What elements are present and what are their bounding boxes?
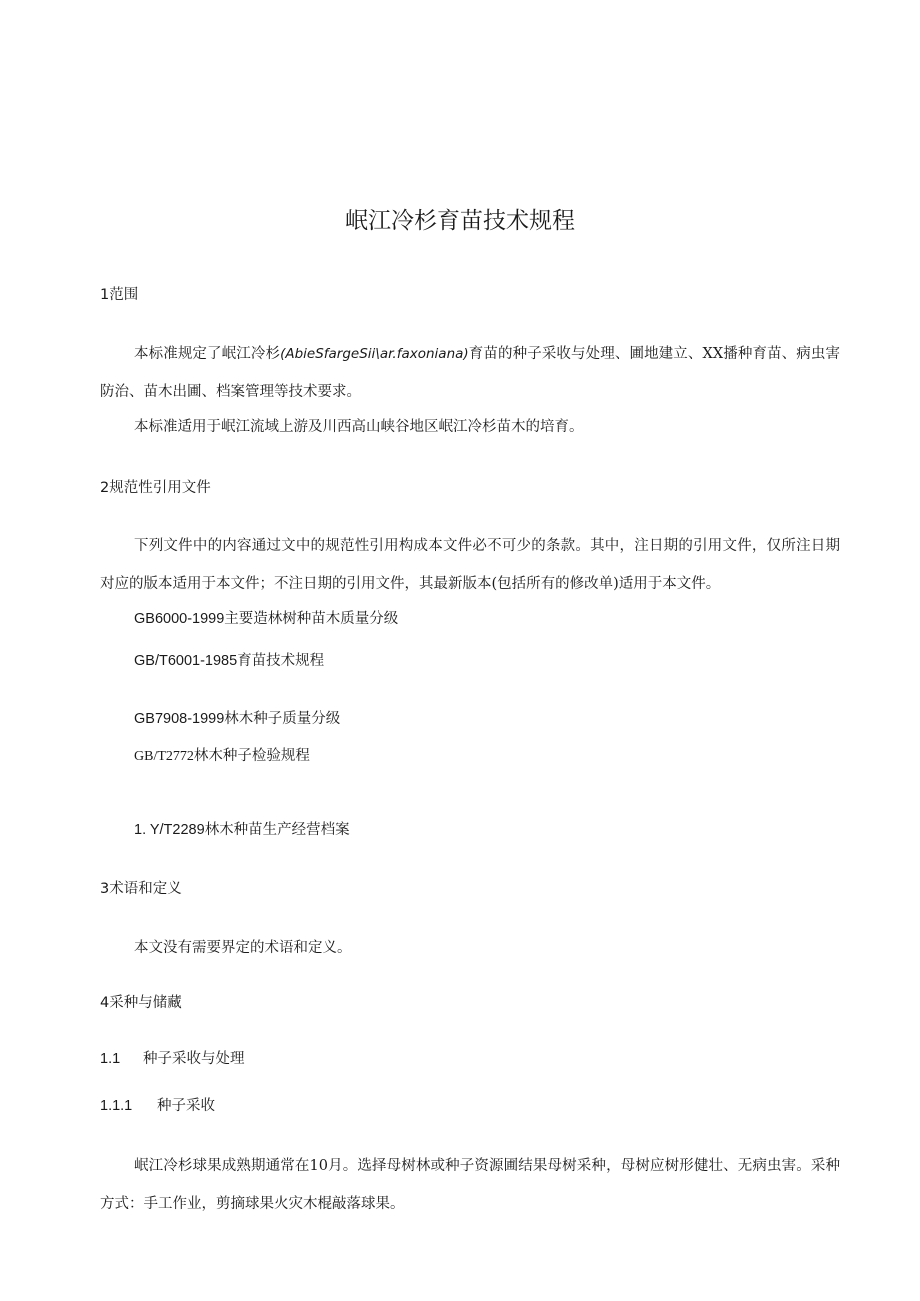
reference-title: 林木种子质量分级	[224, 711, 341, 727]
reference-code: GB/T6001-1985	[134, 653, 238, 669]
subsection-title: 种子采收与处理	[143, 1051, 245, 1067]
reference-code: GB6000-1999	[134, 611, 225, 627]
section-1-paragraph-2: 本标准适用于岷江流域上游及川西高山峡谷地区岷江冷杉苗木的培育。	[134, 419, 584, 435]
subsection-title: 种子采收	[157, 1098, 215, 1114]
section-1-heading: 1范围	[100, 287, 139, 303]
section-3-paragraph-1: 本文没有需要界定的术语和定义。	[134, 940, 352, 956]
reference-item	[134, 709, 340, 729]
section-4-heading: 4采种与储藏	[100, 995, 182, 1011]
reference-title: 主要造林树种苗木质量分级	[224, 611, 399, 627]
section-2-heading: 2规范性引用文件	[100, 480, 211, 496]
page-title: 岷江冷杉育苗技术规程	[345, 208, 575, 234]
reference-item	[134, 820, 350, 840]
subsection-1-1-1-heading	[100, 1096, 215, 1116]
reference-title: 育苗技术规程	[237, 653, 325, 669]
subsection-number: 1.1	[100, 1051, 121, 1067]
reference-code: 1. Y/T2289	[134, 822, 205, 838]
section-2-paragraph-1: 下列文件中的内容通过文中的规范性引用构成本文件必不可少的条款。其中，注日期的引用文件，仅所注日期对应的版本适用于本文件；不注日期的引用文件，其最新版本(包括所有的修改单)适用于本文件。	[100, 538, 840, 592]
section-3-heading: 3术语和定义	[100, 881, 182, 897]
subsection-1-1-heading	[100, 1049, 245, 1069]
subsection-number: 1.1.1	[100, 1098, 133, 1114]
reference-title: 林木种子检验规程	[193, 748, 310, 764]
section-1-paragraph-1	[100, 335, 840, 411]
section-4-paragraph-1: 岷江冷杉球果成熟期通常在10月。选择母树林或种子资源圃结果母树采种，母树应树形健壮、无病虫害。采种方式：手工作业，剪摘球果火灾木棍敲落球果。	[100, 1158, 840, 1212]
latin-name: (AbieSfargeSii\ar.faxoniana)	[280, 346, 469, 362]
reference-title: 林木种苗生产经营档案	[204, 822, 350, 838]
p1-text-b: 育苗的种子采收与处理、圃地建立、XX播种育苗、病虫害防治、苗木出圃、档案管理等技术要求。	[100, 346, 840, 400]
reference-item	[134, 746, 310, 767]
reference-item	[134, 609, 398, 629]
reference-item	[134, 651, 324, 671]
p1-text-a: 本标准规定了岷江冷杉	[134, 346, 281, 362]
reference-code: GB7908-1999	[134, 711, 225, 727]
reference-code: GB/T2772	[134, 749, 194, 764]
